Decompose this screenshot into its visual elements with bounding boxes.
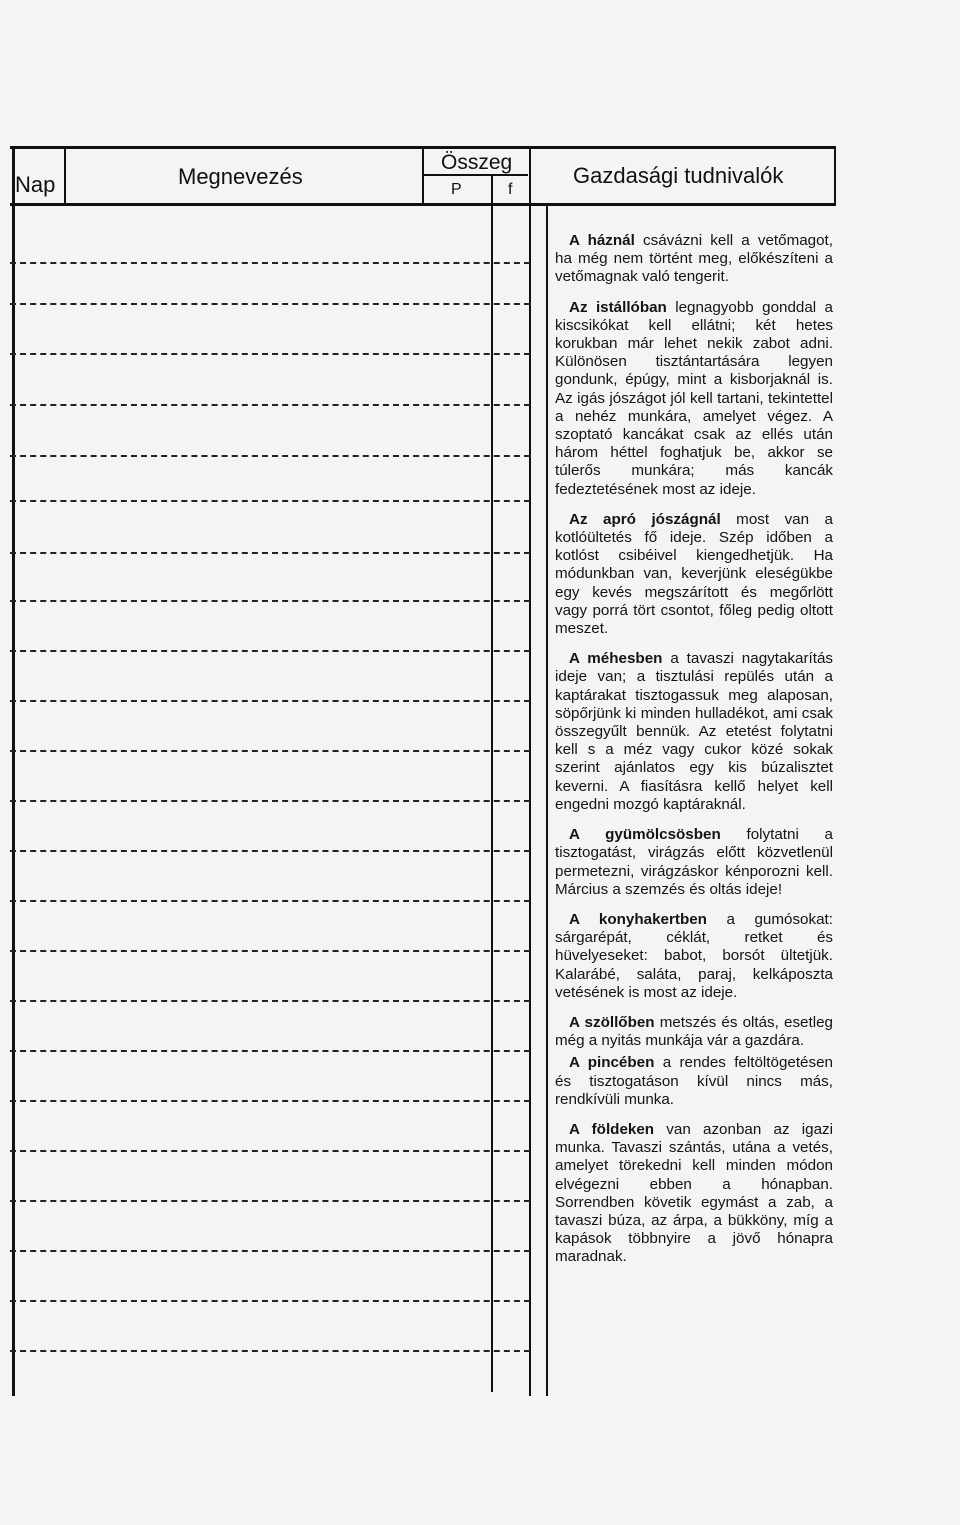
- ledger-row-line: [10, 650, 530, 652]
- amount-pf-divider: [491, 176, 493, 1392]
- ledger-row-line: [10, 900, 530, 902]
- note-text: a rendes feltöltögetésen és tisztogatáson kívül nincs más, rendkívüli munka.: [555, 1054, 833, 1108]
- ledger-row-line: [10, 1300, 530, 1302]
- ledger-row-line: [10, 1350, 530, 1352]
- header-name: Megnevezés: [178, 164, 303, 189]
- name-divider: [422, 146, 424, 206]
- amount-notes-divider: [529, 146, 531, 1396]
- note-lead: Az apró jószágnál: [569, 510, 721, 528]
- note-text: metszés és oltás, esetleg még a nyitás munkája vár a gazdára.: [555, 1013, 833, 1050]
- ledger-row-line: [10, 1250, 530, 1252]
- note-text: legnagyobb gonddal a kiscsikókat kell ellátni; két hetes korukban már lehet nekik zabot adni. Különösen tisztántartására legyen gondunk, épúgy, mint a kisborjaknál is. Az igás jószágot jól kell tartani, tekintettel a nehéz munkára, amelyet végez. A szoptató kancákat csak az ellés után három héttel foghatjuk be, akkor se túlerős munkára; más kancák fedeztetésének most az ideje.: [555, 298, 833, 498]
- ledger-row-line: [10, 1000, 530, 1002]
- ledger-row-line: [10, 750, 530, 752]
- ledger-row-line: [10, 1100, 530, 1102]
- ledger-row-line: [10, 600, 530, 602]
- ledger-row-line: [10, 552, 530, 554]
- header-day: Nap: [15, 172, 56, 197]
- note-paragraph: [555, 232, 833, 287]
- note-text: a gumósokat: sárgarépát, céklát, retket és hüvelyeseket: babot, borsót ültetjük. Kalarábé, saláta, paraj, kelkáposzta vetésének is most az ideje.: [555, 910, 833, 1001]
- note-text: van azonban az igazi munka. Tavaszi szántás, utána a vetés, amelyet törekedni kell minden módon elvégezni ebben a hónapban. Sorrendben követik egymást a zab, a tavaszi búza, az árpa, a bükköny, míg a kapások többnyire a jövő hónapra maradnak.: [555, 1120, 833, 1266]
- notes-left-rule: [546, 206, 548, 1396]
- ledger-row-line: [10, 1050, 530, 1052]
- ledger-row-line: [10, 950, 530, 952]
- ledger-row-line: [10, 500, 530, 502]
- note-paragraph: [555, 511, 833, 638]
- note-lead: A gyümölcsösben: [569, 826, 721, 844]
- ledger-row-line: [10, 1150, 530, 1152]
- note-paragraph: [555, 1121, 833, 1267]
- ledger-row-line: [10, 700, 530, 702]
- day-divider: [64, 146, 66, 206]
- note-paragraph: [555, 826, 833, 899]
- left-border: [12, 146, 15, 1396]
- note-paragraph: [555, 911, 833, 1002]
- right-border: [834, 146, 836, 206]
- ledger-row-line: [10, 850, 530, 852]
- note-paragraph: [555, 650, 833, 814]
- notes-column: [555, 232, 833, 1279]
- ledger-row-line: [10, 353, 530, 355]
- note-paragraph: [555, 1014, 833, 1050]
- ledger-row-line: [10, 1200, 530, 1202]
- note-paragraph: [555, 299, 833, 499]
- ledger-row-line: [10, 262, 530, 264]
- header-amount-f: f: [508, 181, 513, 198]
- ledger-row-line: [10, 455, 530, 457]
- ledger-row-line: [10, 800, 530, 802]
- header-amount-p: P: [451, 181, 462, 198]
- note-lead: A méhesben: [569, 650, 663, 668]
- note-lead: A háznál: [569, 232, 635, 249]
- header-notes: Gazdasági tudnivalók: [573, 163, 784, 188]
- note-lead: A konyhakertben: [569, 910, 707, 928]
- header-amount: Összeg: [441, 151, 513, 174]
- note-text: csávázni kell a vetőmagot, ha még nem történt meg, előkészíteni a vetőmagnak való tengerit.: [555, 232, 833, 286]
- note-lead: A pincében: [569, 1054, 655, 1072]
- note-text: folytatni a tisztogatást, virágzás előtt közvetlenül permetezni, virágzáskor kénporozni kell. Március a szemzés és oltás ideje!: [555, 826, 833, 898]
- note-paragraph: [555, 1054, 833, 1109]
- note-lead: A földeken: [569, 1120, 655, 1138]
- note-text: most van a kotlóültetés fő ideje. Szép időben a kotlóst csibéivel kiengedhetjük. Ha módunkban van, keverjünk eleségükbe egy kevés megszárított és megőrlött vagy porrá tört csontot, főleg pedig oltott meszet.: [555, 510, 833, 638]
- note-lead: Az istállóban: [569, 298, 667, 316]
- note-lead: A szöllőben: [569, 1013, 655, 1031]
- note-text: a tavaszi nagytakarítás ideje van; a tisztulási repülés után a kaptárakat tisztogassuk meg alaposan, söpőrjünk ki minden hulladékot, ami csak összegyűlt bennük. Az etetést folytatni kell s a méz vagy cukor közé sokak szerint ajánlatos egy kis búzalisztet keverni. A fiasításra kellő helyet kell engedni mozgó kaptáraknál.: [555, 650, 833, 813]
- ledger-row-line: [10, 404, 530, 406]
- ledger-row-line: [10, 303, 530, 305]
